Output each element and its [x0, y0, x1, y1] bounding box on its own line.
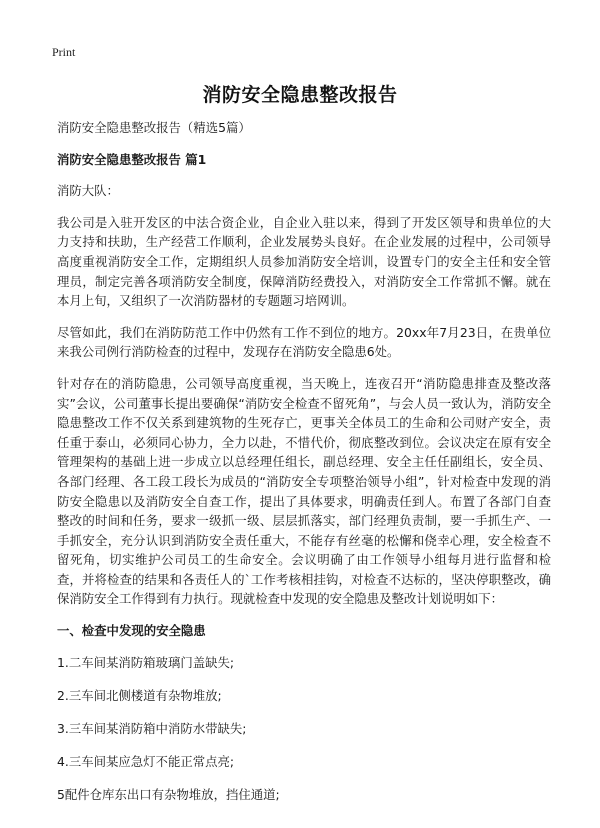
paragraph-response: 针对存在的消防隐患，公司领导高度重视，当天晚上，连夜召开“消防隐患排查及整改落实”会议，公司董事长提出要确保“消防安全检查不留死角”，与会人员一致认为，消防安全隐患整改工作不仅关系到建筑物的生死存亡，更事关全体员工的生命和公司财产安全，责任重于泰山，必须同心协力，全力以赴，不惜代价，彻底整改到位。会议决定在原有安全管理架构的基础上进一步成立以总经理任组长，副总经理、安全主任任副组长，安全员、各部门经理、各工段工段长为成员的“消防安全专项整治领导小组”，针对检查中发现的消防安全隐患以及消防安全自查工作，提出了具体要求，明确责任到人。布置了各部门自查整改的时间和任务，要求一级抓一级、层层抓落实，部门经理负责制，要一手抓生产、一手抓安全，充分认识到消防安全责任重大，不能存有丝毫的松懈和侥幸心理，安全检查不留死角，切实维护公司员工的生命安全。会议明确了由工作领导小组每月进行监督和检查，并将检查的结果和各责任人的`工作考核相挂钩，对检查不达标的，坚决停职整改，确保消防安全工作得到有力执行。现就检查中发现的安全隐患及整改计划说明如下：: [57, 375, 551, 607]
hazard-item: 5配件仓库东出口有杂物堆放，挡住通道;: [57, 787, 280, 803]
hazard-item: 3.三车间某消防箱中消防水带缺失;: [57, 720, 247, 736]
page-title: 消防安全隐患整改报告: [202, 84, 398, 106]
paragraph-intro: 我公司是入驻开发区的中法合资企业，自企业入驻以来，得到了开发区领导和贵单位的大力支持和扶助，生产经营工作顺利，企业发展势头良好。在企业发展的过程中，公司领导高度重视消防安全工作，定期组织人员参加消防安全培训，设置专门的安全主任和安全管理员，制定完善各项消防安全制度，保障消防经费投入，对消防安全工作常抓不懈。就在本月上旬，又组织了一次消防器材的专题题习培网训。: [57, 214, 551, 309]
salutation: 消防大队：: [57, 183, 119, 199]
hazard-item: 1.二车间某消防箱玻璃门盖缺失;: [57, 654, 235, 670]
document-body: [57, 118, 551, 818]
section-heading: 消防安全隐患整改报告 篇1: [57, 151, 207, 167]
hazards-section-title: 一、检查中发现的安全隐患: [57, 623, 206, 639]
hazard-item: 4.三车间某应急灯不能正常点亮;: [57, 753, 235, 769]
print-link[interactable]: Print: [52, 45, 76, 59]
paragraph-inspection: 尽管如此，我们在消防防范工作中仍然有工作不到位的地方。20xx年7月23日，在贵单位来我公司例行消防检查的过程中，发现存在消防安全隐患6处。: [57, 324, 551, 360]
hazard-item: 2.三车间北侧楼道有杂物堆放;: [57, 687, 222, 703]
document-subtitle: 消防安全隐患整改报告（精选5篇）: [57, 120, 251, 135]
